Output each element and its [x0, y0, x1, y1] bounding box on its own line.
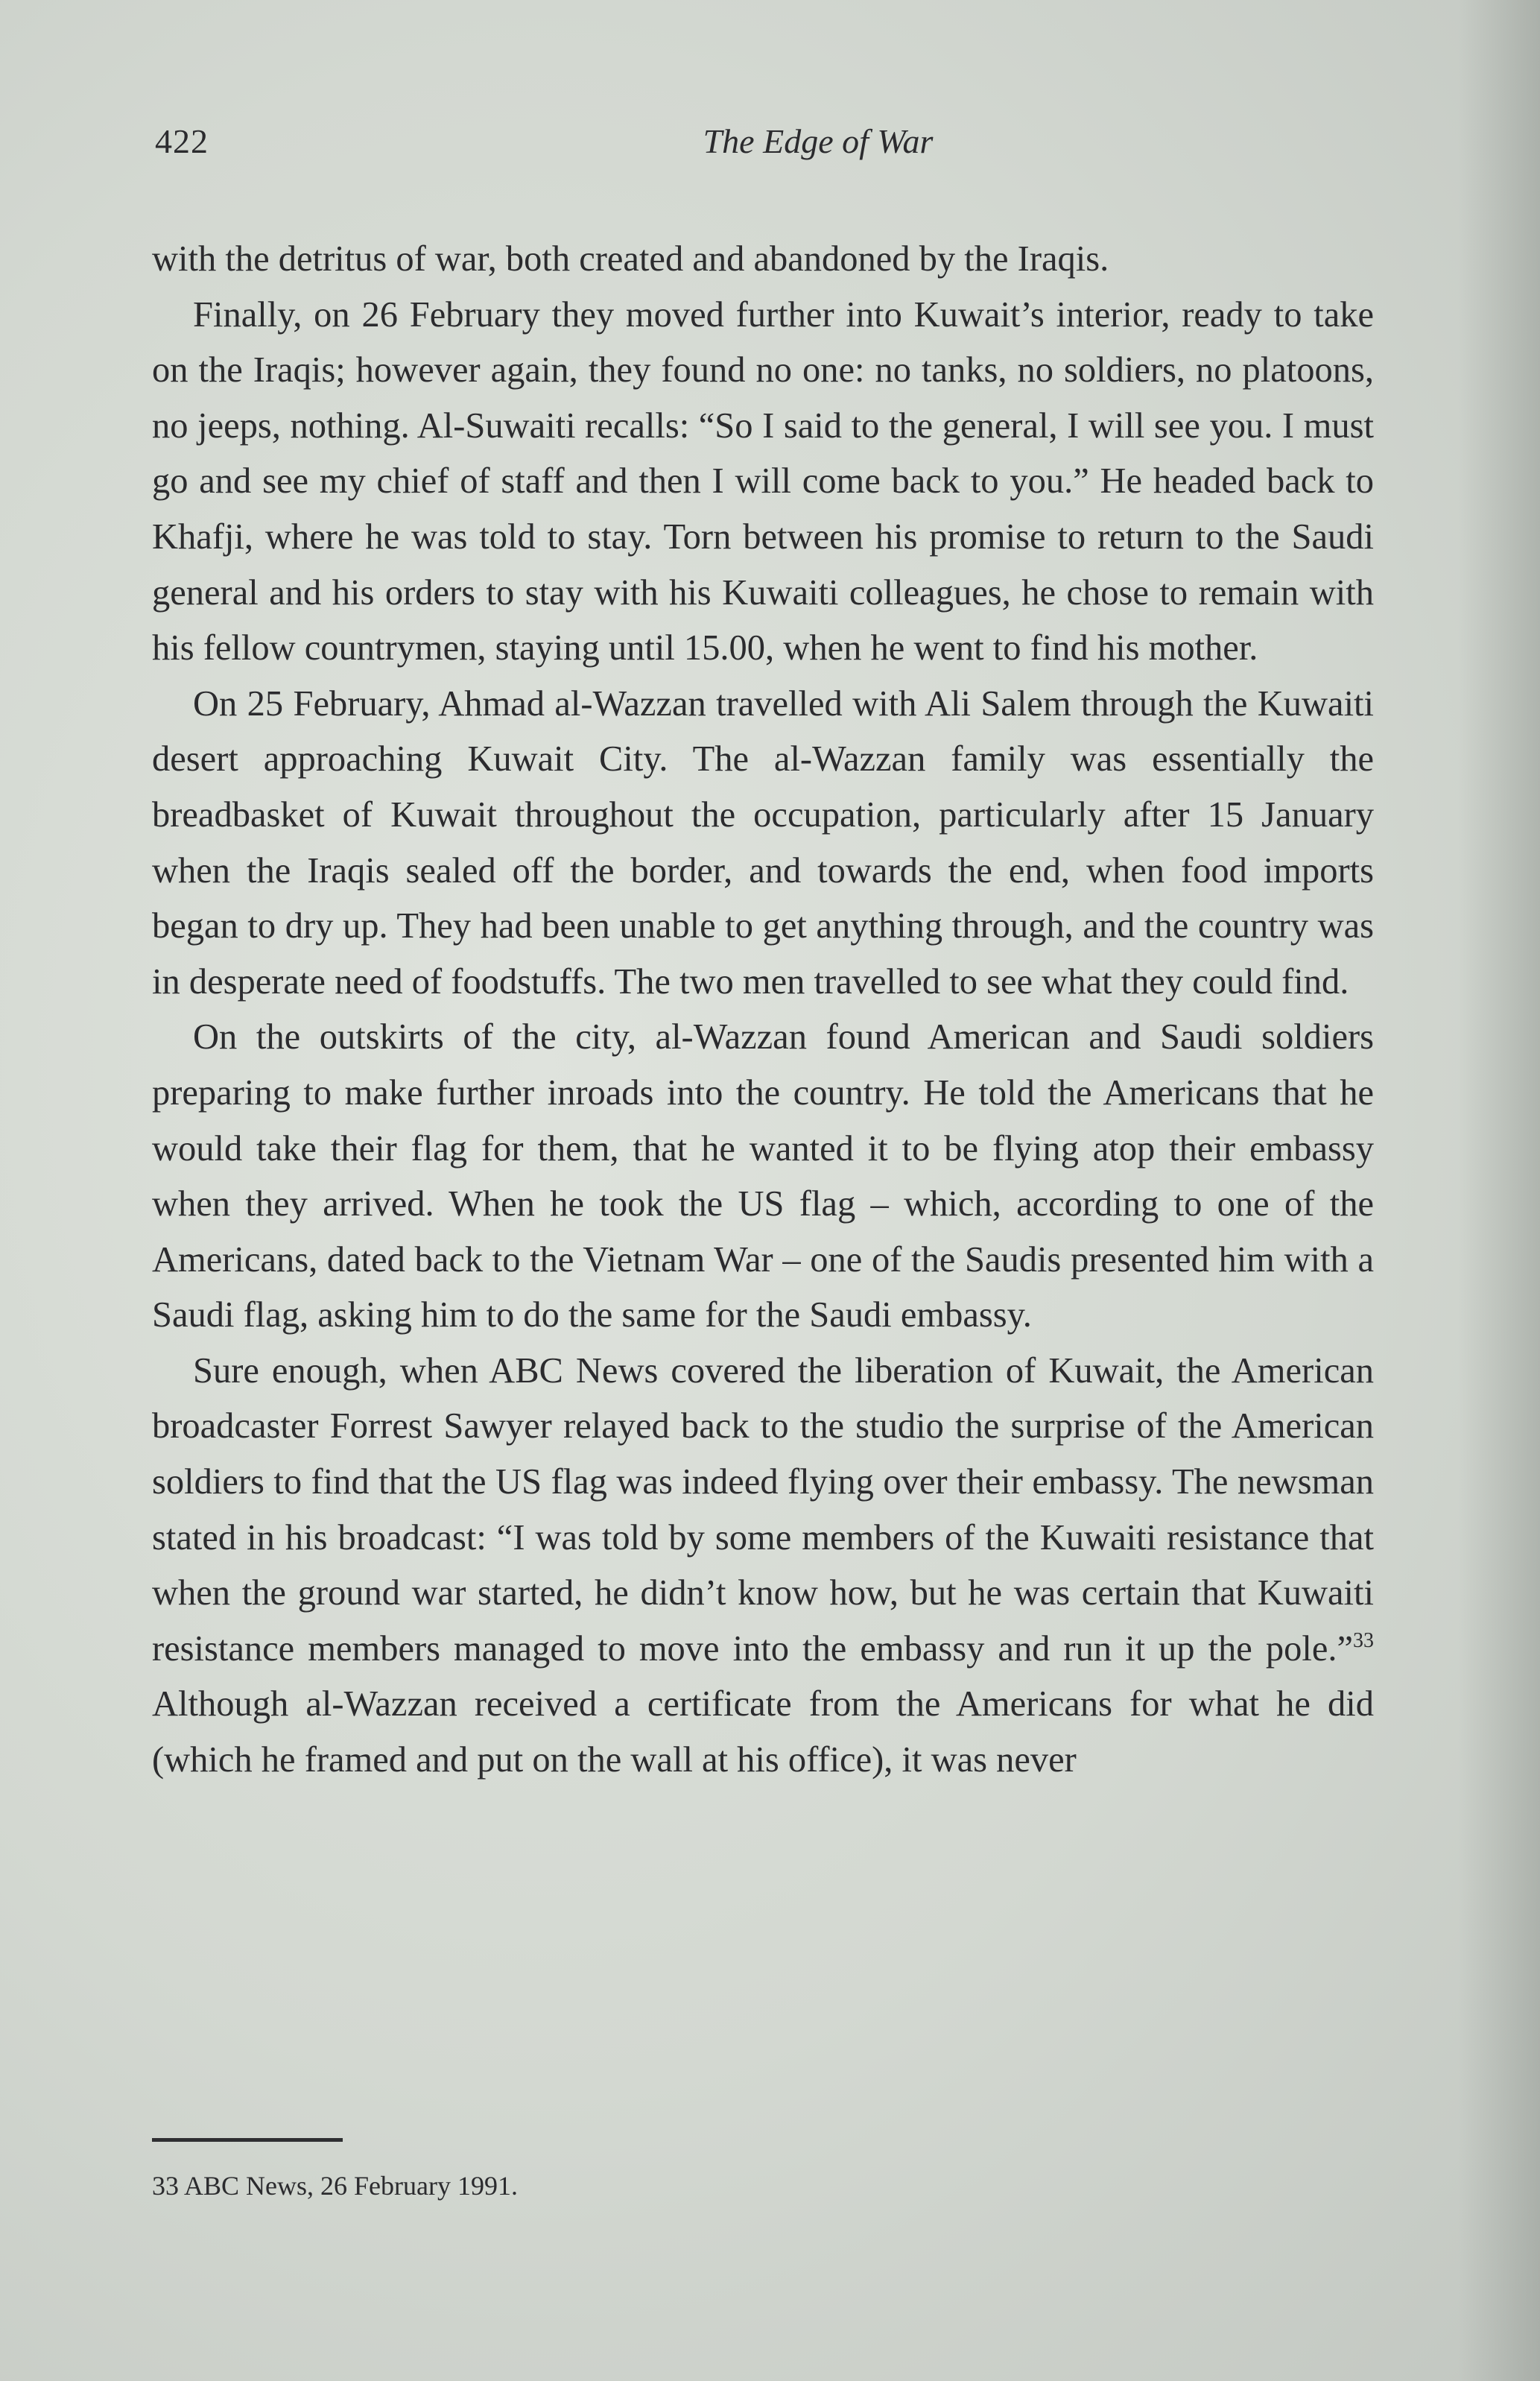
- paragraph-text: Sure enough, when ABC News covered the liberation of Kuwait, the American broadcaster Forrest Sawyer relayed back to the studio the surprise of the American soldiers to find that the US flag was indeed flying over their embassy. The newsman stated in his broadcast: “I was told by some members of the Kuwaiti resistance that when the ground war started, he didn’t know how, but he was certain that Kuwaiti resistance members managed to move into the embassy and run it up the pole.”: [152, 1350, 1374, 1669]
- body-text: [152, 232, 1374, 1789]
- paragraph-continued: with the detritus of war, both created and abandoned by the Iraqis.: [152, 239, 1109, 279]
- paragraph: On the outskirts of the city, al-Wazzan found American and Saudi soldiers preparing to make further inroads into the country. He told the Americans that he would take their flag for them, that he wanted it to be flying atop their embassy when they arrived. When he took the US flag – which, according to one of the Americans, dated back to the Vietnam War – one of the Saudis presented him with a Saudi flag, asking him to do the same for the Saudi embassy.: [152, 1017, 1374, 1335]
- footnote-divider: [152, 2138, 343, 2142]
- paragraph: Finally, on 26 February they moved further into Kuwait’s interior, ready to take on the Iraqis; however again, they found no one: no tanks, no soldiers, no platoons, no jeeps, nothing. Al-Suwaiti recalls: “So I said to the general, I will see you. I must go and see my chief of staff and then I will come back to you.” He headed back to Khafji, where he was told to stay. Torn between his promise to return to the Saudi general and his orders to stay with his Kuwaiti colleagues, he chose to remain with his fellow countrymen, staying until 15.00, when he went to find his mother.: [152, 294, 1374, 668]
- footnote-reference: 33: [1353, 1628, 1374, 1652]
- page-number: 422: [155, 122, 209, 160]
- paragraph: On 25 February, Ahmad al-Wazzan travelled with Ali Salem through the Kuwaiti desert approaching Kuwait City. The al-Wazzan family was essentially the breadbasket of Kuwait throughout the occupation, particularly after 15 January when the Iraqis sealed off the border, and towards the end, when food imports began to dry up. They had been unable to get anything through, and the country was in desperate need of foodstuffs. The two men travelled to see what they could find.: [152, 683, 1374, 1002]
- footnote: 33 ABC News, 26 February 1991.: [152, 2171, 518, 2201]
- paragraph-with-note: [152, 1344, 1374, 1789]
- paragraph-text: Although al-Wazzan received a certificate from the Americans for what he did (which he framed and put on the wall at his office), it was never: [152, 1684, 1374, 1780]
- running-head: [155, 112, 1377, 171]
- running-title: The Edge of War: [703, 122, 934, 160]
